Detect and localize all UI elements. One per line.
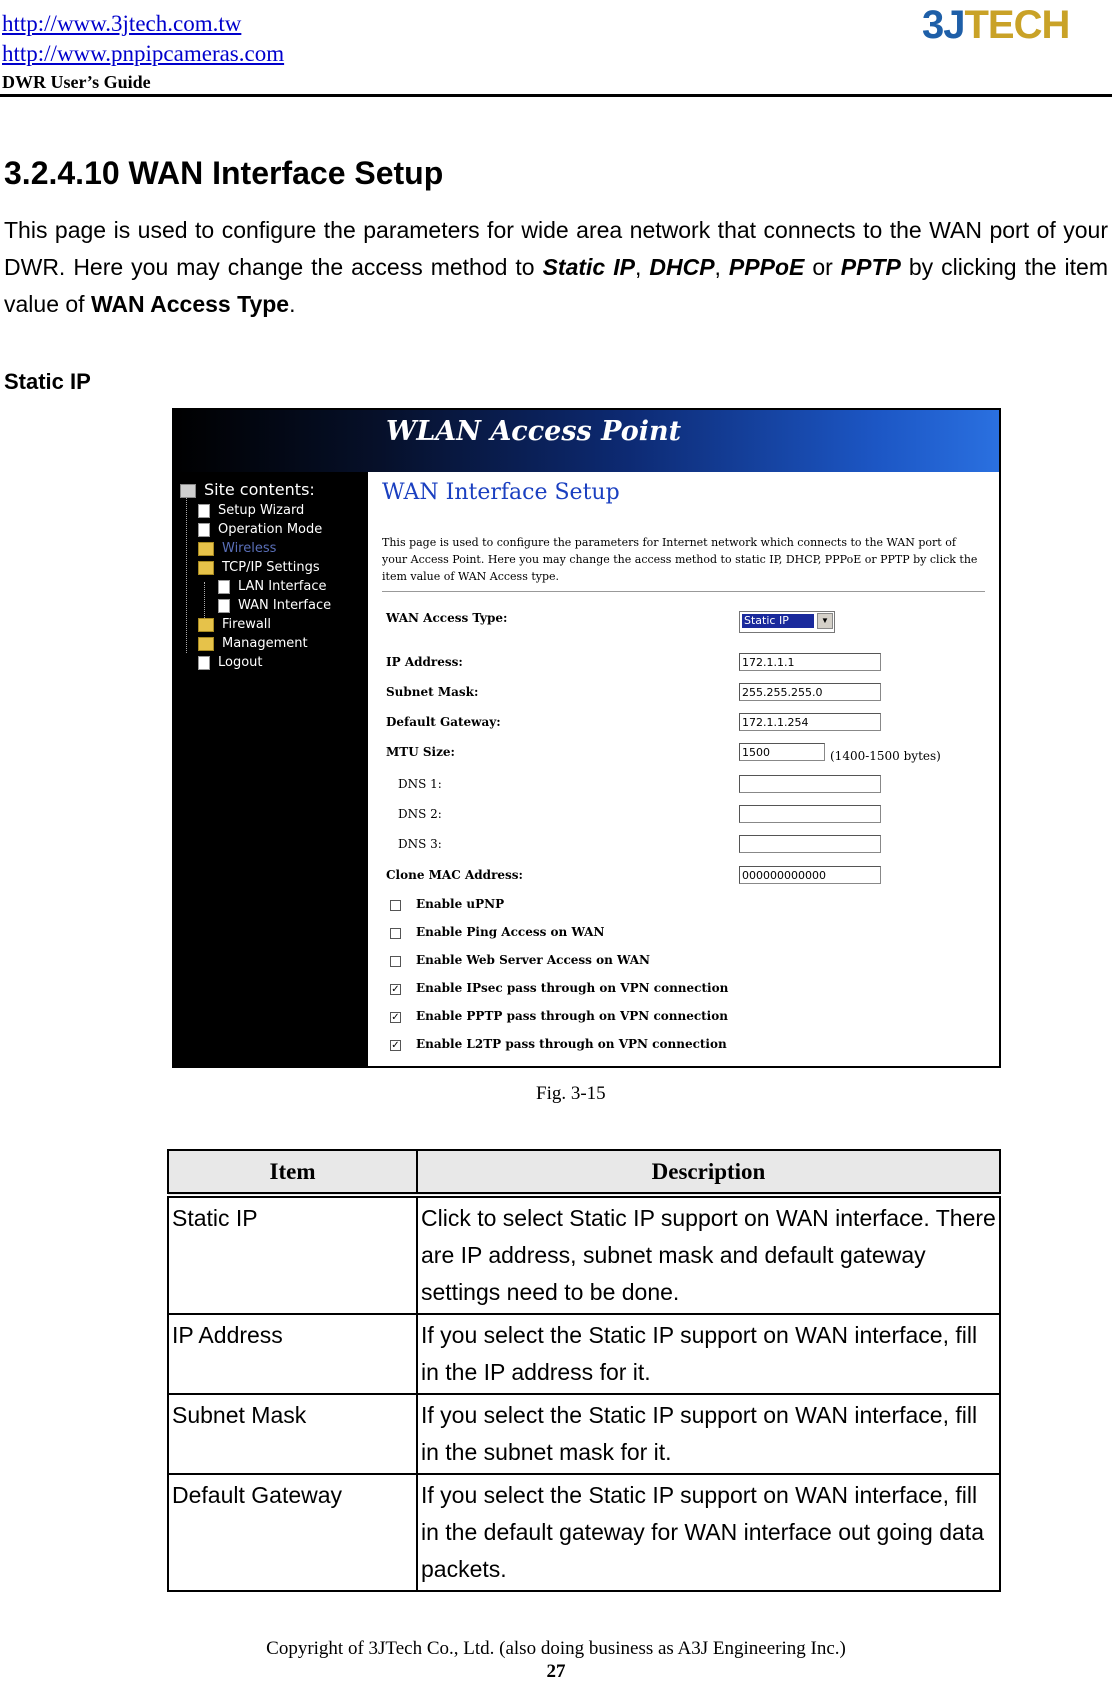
sidebar-item-label: Setup Wizard — [218, 503, 305, 518]
row-description: If you select the Static IP support on WAN interface, fill in the IP address for it. — [417, 1314, 1000, 1394]
enable-pptp-checkbox[interactable]: ✓ — [391, 1012, 400, 1023]
table-row — [168, 1195, 1000, 1314]
subnet-mask-label: Subnet Mask: — [386, 685, 479, 699]
enable-pptp-label: Enable PPTP pass through on VPN connection — [416, 1009, 728, 1023]
enable-ipsec-checkbox[interactable]: ✓ — [391, 984, 400, 995]
intro-part1: This page is used to configure the parameters for wide area network that connects to the WAN port of your DWR. Here you may change the access method to — [4, 217, 1108, 280]
dns1-input[interactable] — [739, 775, 881, 793]
wan-access-type-label: WAN Access Type: — [386, 611, 508, 625]
default-gateway-label: Default Gateway: — [386, 715, 501, 729]
row-description: If you select the Static IP support on WAN interface, fill in the default gateway for WAN interface out going data packets. — [417, 1474, 1000, 1591]
opt-pptp: PPTP — [840, 254, 901, 280]
sidebar-item-lan-interface[interactable] — [218, 577, 327, 596]
opt-static-ip: Static IP — [542, 254, 635, 280]
logo-digit: 3J — [922, 3, 965, 47]
company-logo — [922, 2, 1069, 48]
tree-line-tcpip — [204, 582, 205, 618]
enable-l2tp-checkbox[interactable]: ✓ — [391, 1040, 400, 1051]
mtu-hint: (1400-1500 bytes) — [830, 749, 941, 763]
folder-icon — [198, 618, 214, 632]
sidebar-root-label: Site contents: — [204, 480, 315, 499]
enable-ipsec-label: Enable IPsec pass through on VPN connection — [416, 981, 729, 995]
sidebar-item-label: WAN Interface — [238, 598, 332, 613]
folder-icon — [198, 637, 214, 651]
static-ip-heading: Static IP — [4, 369, 91, 394]
row-item: Static IP — [168, 1195, 417, 1314]
row-description: If you select the Static IP support on WAN interface, fill in the subnet mask for it. — [417, 1394, 1000, 1474]
or-word: or — [804, 254, 841, 280]
sidebar-root — [180, 480, 315, 499]
dns1-label: DNS 1: — [398, 777, 442, 791]
document-icon — [198, 656, 210, 670]
sidebar-item-label: Management — [222, 636, 308, 651]
sidebar-item-label: Wireless — [222, 541, 277, 556]
section-title: 3.2.4.10 WAN Interface Setup — [4, 155, 444, 191]
ip-address-input[interactable]: 172.1.1.1 — [739, 653, 881, 671]
document-icon — [198, 504, 210, 518]
folder-icon — [198, 542, 214, 556]
document-icon — [218, 580, 230, 594]
header-link-3jtech[interactable]: http://www.3jtech.com.tw — [2, 11, 242, 36]
row-item: Subnet Mask — [168, 1394, 417, 1474]
sidebar-item-management[interactable] — [198, 634, 308, 653]
table-header-row — [168, 1150, 1000, 1195]
table-row — [168, 1314, 1000, 1394]
row-description: Click to select Static IP support on WAN interface. There are IP address, subnet mask and default gateway settings need to be done. — [417, 1195, 1000, 1314]
sidebar-item-wan-interface[interactable] — [218, 596, 331, 615]
enable-ping-checkbox[interactable] — [390, 928, 401, 939]
header-description: Description — [417, 1150, 1000, 1195]
selected-value: Static IP — [742, 614, 814, 628]
tree-line-root — [186, 498, 187, 653]
page-number: 27 — [546, 1661, 566, 1682]
sidebar-item-wireless[interactable] — [198, 539, 276, 558]
document-icon — [198, 523, 210, 537]
intro-paragraph: This page is used to configure the parameters for wide area network that connects to the WAN port of your DWR. Here you may change the access method to Static IP, DHCP, PPPoE or PPTP by clicking the item value of WAN Access Type. — [4, 217, 1108, 317]
default-gateway-input[interactable]: 172.1.1.254 — [739, 713, 881, 731]
sidebar-item-label: Logout — [218, 655, 263, 670]
enable-upnp-label: Enable uPNP — [416, 897, 505, 911]
mtu-size-input[interactable]: 1500 — [739, 743, 825, 761]
wan-access-type-select[interactable] — [739, 611, 835, 633]
folder-open-icon — [198, 561, 214, 575]
content-description: This page is used to configure the parameters for Internet network which connects to the WAN port of your Access Point. Here you may change the access method to static IP, DHCP, PPPoE or PPTP by click the item value of WAN Access type. — [382, 536, 978, 583]
enable-ping-label: Enable Ping Access on WAN — [416, 925, 605, 939]
content-title: WAN Interface Setup — [382, 480, 620, 505]
intro-part2: by clicking the item value of — [4, 254, 1108, 317]
document-icon — [218, 599, 230, 613]
sidebar-item-logout[interactable] — [198, 653, 263, 672]
sidebar-item-label: Firewall — [222, 617, 272, 632]
header-item: Item — [168, 1150, 417, 1195]
content-pane — [368, 472, 999, 1066]
dns2-label: DNS 2: — [398, 807, 442, 821]
wan-setup-screenshot — [172, 408, 1001, 1068]
sidebar-item-firewall[interactable] — [198, 615, 271, 634]
table-row — [168, 1394, 1000, 1474]
sidebar-item-operation-mode[interactable] — [198, 520, 322, 539]
clone-mac-label: Clone MAC Address: — [386, 868, 523, 882]
sidebar-item-setup-wizard[interactable] — [198, 501, 304, 520]
description-table — [167, 1149, 1001, 1592]
enable-l2tp-label: Enable L2TP pass through on VPN connection — [416, 1037, 727, 1051]
header-rule — [0, 94, 1112, 97]
chevron-down-icon[interactable]: ▼ — [817, 613, 833, 629]
enable-upnp-checkbox[interactable] — [390, 900, 401, 911]
dns3-label: DNS 3: — [398, 837, 442, 851]
guide-title: DWR User’s Guide — [2, 72, 151, 92]
sidebar-item-tcpip-settings[interactable] — [198, 558, 320, 577]
sidebar-item-label: Operation Mode — [218, 522, 323, 537]
sidebar-item-label: LAN Interface — [238, 579, 327, 594]
logo-word: TECH — [964, 3, 1070, 47]
dns3-input[interactable] — [739, 835, 881, 853]
computer-icon — [180, 484, 196, 498]
ip-address-label: IP Address: — [386, 655, 463, 669]
sidebar-item-label: TCP/IP Settings — [222, 560, 320, 575]
figure-caption: Fig. 3-15 — [536, 1083, 606, 1104]
enable-webserver-checkbox[interactable] — [390, 956, 401, 967]
enable-webserver-label: Enable Web Server Access on WAN — [416, 953, 650, 967]
banner-title: WLAN Access Point — [386, 416, 682, 447]
wan-access-type-term: WAN Access Type — [90, 291, 290, 317]
table-row — [168, 1474, 1000, 1591]
opt-pppoe: PPPoE — [728, 254, 805, 280]
subnet-mask-input[interactable]: 255.255.255.0 — [739, 683, 881, 701]
row-item: IP Address — [168, 1314, 417, 1394]
clone-mac-input[interactable]: 000000000000 — [739, 866, 881, 884]
row-item: Default Gateway — [168, 1474, 417, 1591]
sidebar — [174, 472, 368, 1066]
opt-dhcp: DHCP — [649, 254, 715, 280]
dns2-input[interactable] — [739, 805, 881, 823]
mtu-size-label: MTU Size: — [386, 745, 455, 759]
content-divider — [382, 591, 985, 592]
copyright-footer: Copyright of 3JTech Co., Ltd. (also doing business as A3J Engineering Inc.) — [266, 1638, 846, 1659]
header-link-pnpipcameras[interactable]: http://www.pnpipcameras.com — [2, 41, 285, 66]
